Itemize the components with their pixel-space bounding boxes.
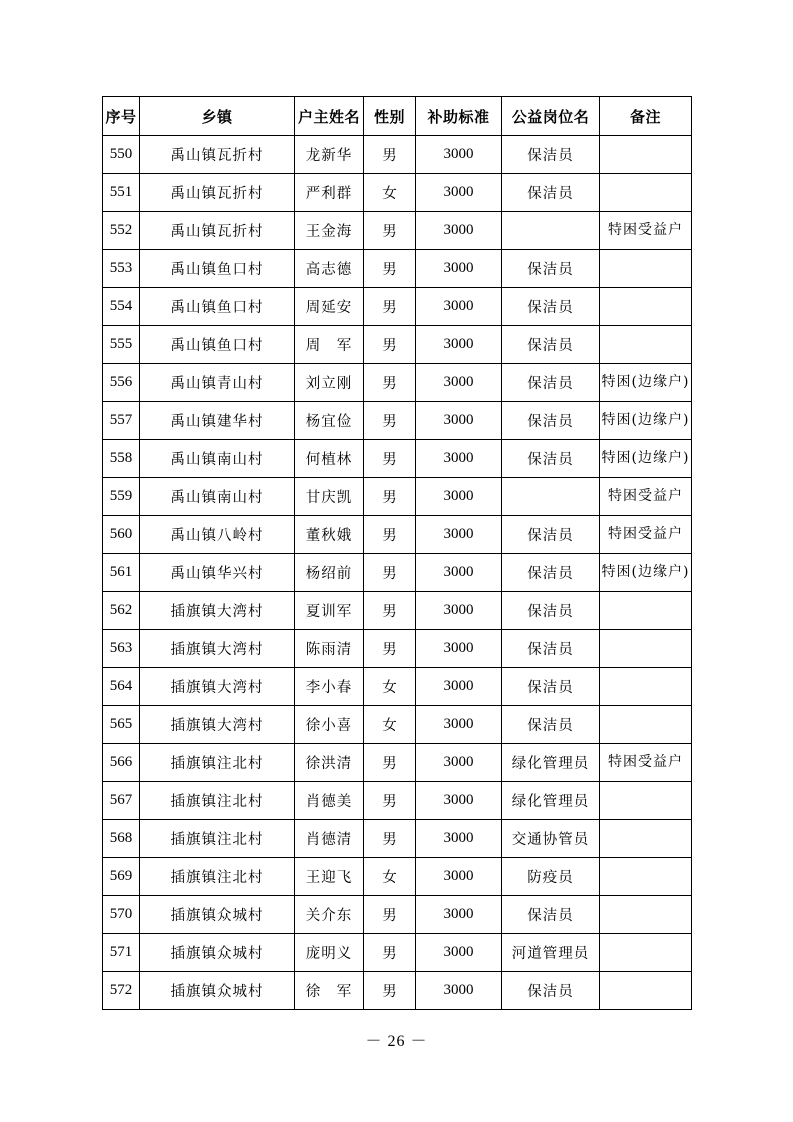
table-row	[103, 782, 692, 820]
cell-post: 保洁员	[502, 288, 600, 326]
cell-post: 防疫员	[502, 858, 600, 896]
cell-gender: 男	[364, 934, 416, 972]
cell-gender: 男	[364, 972, 416, 1010]
page-number: － 26 －	[365, 1033, 428, 1050]
cell-note	[600, 326, 692, 364]
cell-note: 特困(边缘户)	[600, 364, 692, 402]
cell-household-head: 高志德	[295, 250, 364, 288]
table-body	[103, 136, 692, 1010]
cell-household-head: 关介东	[295, 896, 364, 934]
cell-index: 551	[103, 174, 140, 212]
cell-note	[600, 174, 692, 212]
cell-gender: 男	[364, 136, 416, 174]
cell-household-head: 李小春	[295, 668, 364, 706]
cell-town: 禹山镇瓦折村	[140, 174, 295, 212]
cell-town: 插旗镇大湾村	[140, 706, 295, 744]
cell-gender: 男	[364, 820, 416, 858]
cell-gender: 男	[364, 478, 416, 516]
header-note: 备注	[600, 97, 692, 136]
cell-post: 绿化管理员	[502, 744, 600, 782]
cell-town: 禹山镇鱼口村	[140, 326, 295, 364]
cell-household-head: 甘庆凯	[295, 478, 364, 516]
cell-index: 570	[103, 896, 140, 934]
beneficiary-table	[102, 96, 692, 1010]
cell-gender: 男	[364, 554, 416, 592]
cell-note	[600, 972, 692, 1010]
table-row	[103, 288, 692, 326]
cell-index: 567	[103, 782, 140, 820]
cell-subsidy: 3000	[416, 440, 502, 478]
cell-index: 569	[103, 858, 140, 896]
cell-note	[600, 668, 692, 706]
table-row	[103, 478, 692, 516]
cell-index: 562	[103, 592, 140, 630]
cell-note	[600, 706, 692, 744]
cell-index: 557	[103, 402, 140, 440]
cell-post: 保洁员	[502, 402, 600, 440]
table-header	[103, 97, 692, 136]
cell-gender: 男	[364, 592, 416, 630]
table-row	[103, 402, 692, 440]
cell-post: 保洁员	[502, 630, 600, 668]
cell-subsidy: 3000	[416, 402, 502, 440]
cell-post	[502, 212, 600, 250]
cell-gender: 女	[364, 668, 416, 706]
cell-post: 绿化管理员	[502, 782, 600, 820]
cell-index: 560	[103, 516, 140, 554]
table-row	[103, 326, 692, 364]
cell-post: 保洁员	[502, 972, 600, 1010]
table-row	[103, 744, 692, 782]
cell-index: 565	[103, 706, 140, 744]
header-index: 序号	[103, 97, 140, 136]
cell-town: 插旗镇注北村	[140, 744, 295, 782]
cell-gender: 男	[364, 782, 416, 820]
table-row	[103, 896, 692, 934]
cell-note	[600, 630, 692, 668]
cell-town: 禹山镇南山村	[140, 440, 295, 478]
cell-gender: 男	[364, 744, 416, 782]
cell-subsidy: 3000	[416, 820, 502, 858]
table-row	[103, 174, 692, 212]
cell-town: 禹山镇鱼口村	[140, 288, 295, 326]
cell-note	[600, 782, 692, 820]
table-row	[103, 630, 692, 668]
header-row	[103, 97, 692, 136]
cell-household-head: 徐洪清	[295, 744, 364, 782]
cell-subsidy: 3000	[416, 630, 502, 668]
table-row	[103, 972, 692, 1010]
cell-post: 保洁员	[502, 554, 600, 592]
cell-town: 禹山镇建华村	[140, 402, 295, 440]
cell-town: 插旗镇大湾村	[140, 592, 295, 630]
cell-post: 保洁员	[502, 364, 600, 402]
cell-gender: 女	[364, 174, 416, 212]
cell-town: 禹山镇八岭村	[140, 516, 295, 554]
cell-household-head: 何植林	[295, 440, 364, 478]
cell-subsidy: 3000	[416, 136, 502, 174]
cell-town: 插旗镇注北村	[140, 782, 295, 820]
cell-note: 特困受益户	[600, 212, 692, 250]
cell-note	[600, 858, 692, 896]
cell-note: 特困(边缘户)	[600, 402, 692, 440]
cell-note: 特困受益户	[600, 744, 692, 782]
cell-town: 插旗镇注北村	[140, 820, 295, 858]
cell-town: 禹山镇瓦折村	[140, 212, 295, 250]
table-row	[103, 516, 692, 554]
cell-index: 561	[103, 554, 140, 592]
cell-gender: 男	[364, 288, 416, 326]
header-gender: 性别	[364, 97, 416, 136]
cell-town: 插旗镇众城村	[140, 972, 295, 1010]
table-row	[103, 592, 692, 630]
cell-subsidy: 3000	[416, 554, 502, 592]
cell-post: 河道管理员	[502, 934, 600, 972]
cell-subsidy: 3000	[416, 288, 502, 326]
table-row	[103, 706, 692, 744]
table-row	[103, 440, 692, 478]
cell-note	[600, 136, 692, 174]
cell-post: 保洁员	[502, 516, 600, 554]
cell-town: 插旗镇大湾村	[140, 668, 295, 706]
cell-note	[600, 592, 692, 630]
cell-index: 559	[103, 478, 140, 516]
cell-gender: 男	[364, 364, 416, 402]
cell-gender: 男	[364, 516, 416, 554]
cell-subsidy: 3000	[416, 516, 502, 554]
cell-town: 禹山镇华兴村	[140, 554, 295, 592]
header-post: 公益岗位名	[502, 97, 600, 136]
table-row	[103, 820, 692, 858]
cell-household-head: 杨宜俭	[295, 402, 364, 440]
cell-index: 563	[103, 630, 140, 668]
cell-post: 保洁员	[502, 136, 600, 174]
cell-gender: 男	[364, 630, 416, 668]
cell-index: 552	[103, 212, 140, 250]
cell-index: 564	[103, 668, 140, 706]
cell-subsidy: 3000	[416, 706, 502, 744]
cell-index: 571	[103, 934, 140, 972]
cell-town: 插旗镇大湾村	[140, 630, 295, 668]
cell-household-head: 龙新华	[295, 136, 364, 174]
cell-household-head: 董秋娥	[295, 516, 364, 554]
cell-index: 556	[103, 364, 140, 402]
cell-subsidy: 3000	[416, 858, 502, 896]
cell-post: 保洁员	[502, 250, 600, 288]
cell-note	[600, 896, 692, 934]
cell-note: 特困(边缘户)	[600, 554, 692, 592]
table-row	[103, 136, 692, 174]
cell-gender: 男	[364, 402, 416, 440]
cell-town: 禹山镇鱼口村	[140, 250, 295, 288]
cell-post: 保洁员	[502, 706, 600, 744]
table-row	[103, 858, 692, 896]
cell-household-head: 杨绍前	[295, 554, 364, 592]
cell-subsidy: 3000	[416, 212, 502, 250]
cell-post: 保洁员	[502, 440, 600, 478]
cell-household-head: 王迎飞	[295, 858, 364, 896]
header-subsidy: 补助标准	[416, 97, 502, 136]
cell-index: 568	[103, 820, 140, 858]
cell-index: 550	[103, 136, 140, 174]
cell-household-head: 夏训军	[295, 592, 364, 630]
cell-town: 禹山镇青山村	[140, 364, 295, 402]
cell-post: 保洁员	[502, 174, 600, 212]
table-row	[103, 554, 692, 592]
table-row	[103, 934, 692, 972]
header-household-head: 户主姓名	[295, 97, 364, 136]
cell-household-head: 刘立刚	[295, 364, 364, 402]
table-row	[103, 212, 692, 250]
cell-household-head: 陈雨清	[295, 630, 364, 668]
cell-household-head: 徐 军	[295, 972, 364, 1010]
cell-gender: 女	[364, 706, 416, 744]
cell-subsidy: 3000	[416, 592, 502, 630]
cell-index: 554	[103, 288, 140, 326]
cell-note	[600, 250, 692, 288]
table-row	[103, 250, 692, 288]
cell-post: 保洁员	[502, 592, 600, 630]
cell-index: 553	[103, 250, 140, 288]
cell-subsidy: 3000	[416, 326, 502, 364]
cell-household-head: 周 军	[295, 326, 364, 364]
header-town: 乡镇	[140, 97, 295, 136]
cell-household-head: 肖德美	[295, 782, 364, 820]
cell-household-head: 肖德清	[295, 820, 364, 858]
cell-index: 566	[103, 744, 140, 782]
cell-subsidy: 3000	[416, 364, 502, 402]
cell-subsidy: 3000	[416, 972, 502, 1010]
cell-post: 保洁员	[502, 326, 600, 364]
cell-index: 555	[103, 326, 140, 364]
cell-note: 特困受益户	[600, 478, 692, 516]
cell-town: 插旗镇众城村	[140, 896, 295, 934]
cell-subsidy: 3000	[416, 174, 502, 212]
cell-gender: 男	[364, 440, 416, 478]
cell-household-head: 庞明义	[295, 934, 364, 972]
cell-subsidy: 3000	[416, 896, 502, 934]
cell-subsidy: 3000	[416, 478, 502, 516]
table-row	[103, 668, 692, 706]
table-row	[103, 364, 692, 402]
cell-gender: 女	[364, 858, 416, 896]
cell-household-head: 严利群	[295, 174, 364, 212]
cell-post	[502, 478, 600, 516]
cell-gender: 男	[364, 250, 416, 288]
cell-household-head: 王金海	[295, 212, 364, 250]
cell-post: 交通协管员	[502, 820, 600, 858]
cell-note	[600, 288, 692, 326]
cell-subsidy: 3000	[416, 744, 502, 782]
cell-town: 插旗镇注北村	[140, 858, 295, 896]
cell-household-head: 徐小喜	[295, 706, 364, 744]
cell-gender: 男	[364, 326, 416, 364]
cell-post: 保洁员	[502, 896, 600, 934]
cell-note: 特困受益户	[600, 516, 692, 554]
cell-subsidy: 3000	[416, 250, 502, 288]
cell-town: 禹山镇南山村	[140, 478, 295, 516]
cell-gender: 男	[364, 896, 416, 934]
cell-subsidy: 3000	[416, 782, 502, 820]
cell-index: 558	[103, 440, 140, 478]
cell-index: 572	[103, 972, 140, 1010]
cell-town: 插旗镇众城村	[140, 934, 295, 972]
cell-household-head: 周延安	[295, 288, 364, 326]
cell-note	[600, 934, 692, 972]
cell-note: 特困(边缘户)	[600, 440, 692, 478]
cell-subsidy: 3000	[416, 934, 502, 972]
cell-gender: 男	[364, 212, 416, 250]
cell-post: 保洁员	[502, 668, 600, 706]
cell-town: 禹山镇瓦折村	[140, 136, 295, 174]
cell-subsidy: 3000	[416, 668, 502, 706]
cell-note	[600, 820, 692, 858]
